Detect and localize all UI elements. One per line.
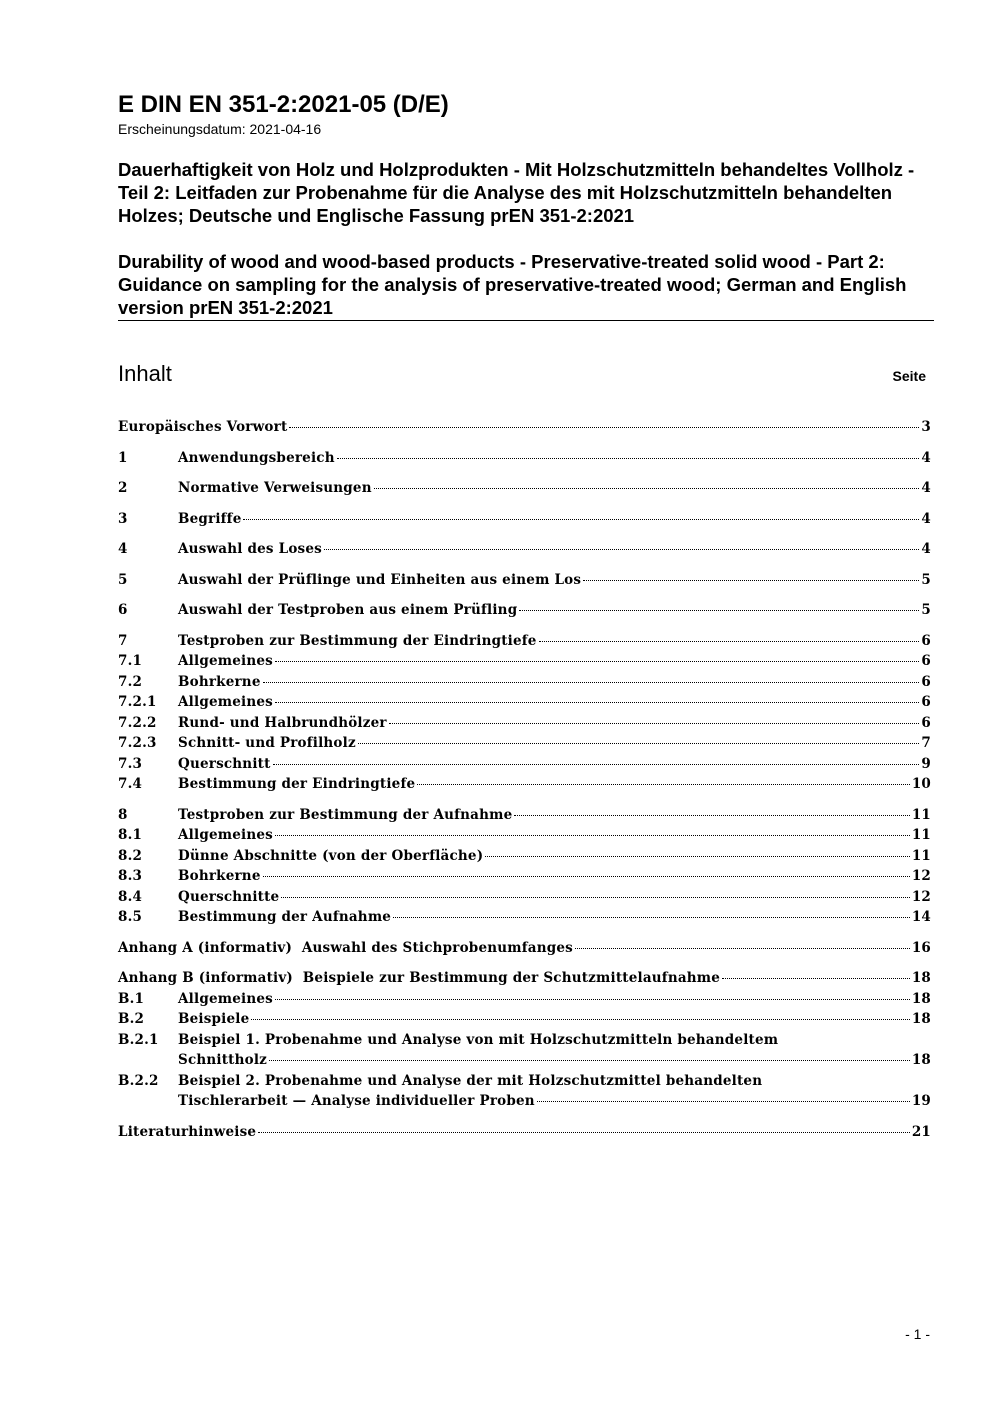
toc-leader xyxy=(514,815,909,816)
toc-leader xyxy=(263,876,910,877)
toc-entry[interactable] xyxy=(118,907,931,928)
toc-entry-page: 19 xyxy=(911,1093,931,1109)
toc-entry-page: 21 xyxy=(911,1123,931,1140)
toc-entry-number: 7.2.1 xyxy=(118,694,157,710)
toc-leader xyxy=(337,458,920,459)
toc-entry-page: 10 xyxy=(911,776,931,792)
toc-entry-number: 7.4 xyxy=(118,776,143,792)
toc-entry-number: 8.5 xyxy=(118,909,143,925)
toc-entry-number: 1 xyxy=(118,449,128,466)
toc-leader xyxy=(273,764,920,765)
toc-entry-continuation[interactable] xyxy=(118,1050,931,1071)
toc-entry-number: 8.4 xyxy=(118,888,143,905)
toc-entry-number: 7.1 xyxy=(118,653,143,669)
toc-leader xyxy=(539,641,920,642)
toc-entry-page: 12 xyxy=(911,888,931,905)
toc-entry[interactable] xyxy=(118,509,931,530)
toc-entry-title: Allgemeines xyxy=(178,827,273,843)
toc-entry-page: 11 xyxy=(911,806,931,823)
table-of-contents xyxy=(118,417,931,1142)
toc-entry-number: 7.2 xyxy=(118,673,143,690)
toc-entry[interactable] xyxy=(118,989,931,1010)
toc-leader xyxy=(269,1060,910,1061)
toc-entry-title: Anhang A (informativ) Auswahl des Stichprobenumfanges xyxy=(118,939,573,956)
toc-entry-title: Begriffe xyxy=(178,510,242,527)
toc-entry[interactable] xyxy=(118,692,931,713)
toc-entry-title: Literaturhinweise xyxy=(118,1123,257,1140)
toc-entry[interactable] xyxy=(118,651,931,672)
toc-entry-title: Bestimmung der Eindringtiefe xyxy=(178,776,416,792)
toc-entry-number: 8.3 xyxy=(118,868,143,884)
toc-leader xyxy=(485,856,910,857)
toc-entry-title: Normative Verweisungen xyxy=(178,480,372,496)
toc-page-column-label: Seite xyxy=(892,368,926,384)
toc-entry-title: Bestimmung der Aufnahme xyxy=(178,909,392,925)
toc-entry[interactable] xyxy=(118,866,931,887)
toc-leader xyxy=(281,897,909,898)
toc-leader xyxy=(275,835,910,836)
publication-date: Erscheinungsdatum: 2021-04-16 xyxy=(118,121,322,137)
toc-entry[interactable] xyxy=(118,938,931,959)
toc-entry-title: Auswahl der Testproben aus einem Prüfling xyxy=(178,602,518,618)
title-german: Dauerhaftigkeit von Holz und Holzprodukten - Mit Holzschutzmitteln behandeltes Vollholz - Teil 2: Leitfaden zur Probenahme für die Analyse des mit Holzschutzmitteln behandelten Holzes; Deutsche und Englische Fassung prEN 351-2:2021 xyxy=(118,159,915,226)
toc-entry[interactable] xyxy=(118,448,931,469)
toc-entry[interactable] xyxy=(118,631,931,652)
toc-entry-title: Europäisches Vorwort xyxy=(118,419,288,435)
toc-entry-page: 12 xyxy=(911,868,931,884)
toc-entry-page: 18 xyxy=(911,1052,931,1068)
toc-entry-number: 5 xyxy=(118,571,128,588)
toc-entry[interactable] xyxy=(118,846,931,867)
page-number: - 1 - xyxy=(905,1326,930,1342)
toc-leader xyxy=(289,427,919,428)
toc-entry[interactable] xyxy=(118,887,931,908)
toc-entry-number: 8.1 xyxy=(118,827,143,843)
toc-entry[interactable] xyxy=(118,570,931,591)
toc-entry[interactable] xyxy=(118,672,931,693)
toc-leader xyxy=(583,580,919,581)
toc-entry-number: 7.3 xyxy=(118,755,143,772)
toc-entry-title: Testproben zur Bestimmung der Aufnahme xyxy=(178,806,513,823)
document-id: E DIN EN 351-2:2021-05 (D/E) xyxy=(118,91,449,118)
toc-entry-title: Dünne Abschnitte (von der Oberfläche) xyxy=(178,847,484,864)
toc-entry-title: Auswahl des Loses xyxy=(178,541,322,557)
toc-entry-number: B.2.2 xyxy=(118,1072,159,1089)
toc-leader xyxy=(722,978,910,979)
toc-entry[interactable] xyxy=(118,754,931,775)
toc-entry-title: Querschnitte xyxy=(178,888,280,905)
toc-entry[interactable] xyxy=(118,539,931,560)
toc-entry-page: 18 xyxy=(911,1011,931,1027)
toc-leader xyxy=(258,1132,910,1133)
title-divider xyxy=(118,320,934,321)
toc-leader xyxy=(575,948,910,949)
toc-entry-title: Auswahl der Prüflinge und Einheiten aus einem Los xyxy=(178,571,582,588)
toc-entry-page: 3 xyxy=(921,419,931,435)
toc-entry-title: Anwendungsbereich xyxy=(178,449,335,466)
toc-entry-number: B.1 xyxy=(118,990,145,1007)
toc-entry-number: 8 xyxy=(118,806,128,823)
toc-leader xyxy=(324,549,919,550)
toc-leader xyxy=(374,488,920,489)
toc-entry-page: 6 xyxy=(921,632,931,649)
toc-entry-title: Anhang B (informativ) Beispiele zur Bestimmung der Schutzmittelaufnahme xyxy=(118,970,721,986)
toc-entry-page: 4 xyxy=(921,510,931,527)
toc-entry-title: Bohrkerne xyxy=(178,868,261,884)
toc-entry-title: Allgemeines xyxy=(178,694,273,710)
toc-entry-page: 18 xyxy=(911,990,931,1007)
toc-leader xyxy=(263,682,920,683)
toc-entry-title: Beispiel 2. Probenahme und Analyse der mit Holzschutzmittel behandelten xyxy=(178,1072,763,1089)
toc-entry-page: 4 xyxy=(921,449,931,466)
toc-entry-page: 11 xyxy=(911,847,931,864)
toc-entry-title: Allgemeines xyxy=(178,990,273,1007)
toc-entry-number: 6 xyxy=(118,602,128,618)
toc-leader xyxy=(275,661,919,662)
toc-entry-page: 16 xyxy=(911,939,931,956)
toc-entry-title: Rund- und Halbrundhölzer xyxy=(178,714,387,731)
toc-entry[interactable] xyxy=(118,1122,931,1143)
toc-entry-title: Beispiel 1. Probenahme und Analyse von mit Holzschutzmitteln behandeltem xyxy=(178,1031,779,1048)
toc-entry-title: Querschnitt xyxy=(178,755,271,772)
toc-entry[interactable] xyxy=(118,417,931,438)
toc-entry-number: 8.2 xyxy=(118,847,143,864)
toc-heading: Inhalt xyxy=(118,361,172,386)
toc-entry-page: 6 xyxy=(921,653,931,669)
toc-entry[interactable] xyxy=(118,774,931,795)
toc-entry-number: 2 xyxy=(118,480,128,496)
toc-entry-number: B.2.1 xyxy=(118,1031,159,1048)
toc-leader xyxy=(251,1019,909,1020)
toc-leader xyxy=(275,999,910,1000)
toc-entry-page: 5 xyxy=(921,602,931,618)
toc-entry-number: 3 xyxy=(118,510,128,527)
toc-leader xyxy=(417,784,910,785)
toc-entry-page: 6 xyxy=(921,714,931,731)
toc-entry[interactable] xyxy=(118,1030,931,1051)
toc-entry-page: 7 xyxy=(921,735,931,751)
toc-entry-number: 7.2.3 xyxy=(118,735,157,751)
toc-entry-page: 9 xyxy=(921,755,931,772)
toc-entry[interactable] xyxy=(118,478,931,499)
toc-leader xyxy=(519,610,919,611)
toc-entry[interactable] xyxy=(118,733,931,754)
toc-leader xyxy=(389,723,920,724)
toc-entry-number: 4 xyxy=(118,541,128,557)
toc-entry-page: 14 xyxy=(911,909,931,925)
toc-leader xyxy=(275,702,919,703)
toc-entry[interactable] xyxy=(118,600,931,621)
toc-entry-title: Testproben zur Bestimmung der Eindringtiefe xyxy=(178,632,537,649)
toc-leader xyxy=(358,743,920,744)
toc-entry-number: 7.2.2 xyxy=(118,714,157,731)
toc-entry-page: 6 xyxy=(921,694,931,710)
toc-entry[interactable] xyxy=(118,968,931,989)
toc-entry[interactable] xyxy=(118,1009,931,1030)
toc-entry-number: B.2 xyxy=(118,1011,145,1027)
title-english: Durability of wood and wood-based products - Preservative-treated solid wood - Part 2: Guidance on sampling for the analysis of preservative-treated wood; German and English version prEN 351-2:2021 xyxy=(118,251,907,318)
toc-entry[interactable] xyxy=(118,825,931,846)
toc-entry[interactable] xyxy=(118,713,931,734)
toc-entry-page: 18 xyxy=(911,970,931,986)
toc-entry-title: Beispiele xyxy=(178,1011,250,1027)
toc-entry-title-continuation: Schnittholz xyxy=(178,1052,268,1068)
toc-entry-title: Bohrkerne xyxy=(178,673,261,690)
toc-entry-page: 4 xyxy=(921,541,931,557)
toc-entry-page: 4 xyxy=(921,480,931,496)
toc-entry-continuation[interactable] xyxy=(118,1091,931,1112)
toc-entry-number: 7 xyxy=(118,632,128,649)
toc-entry[interactable] xyxy=(118,805,931,826)
toc-leader xyxy=(393,917,910,918)
toc-entry-title-continuation: Tischlerarbeit — Analyse individueller Proben xyxy=(178,1093,535,1109)
toc-entry[interactable] xyxy=(118,1071,931,1092)
toc-entry-page: 6 xyxy=(921,673,931,690)
toc-leader xyxy=(537,1101,910,1102)
toc-entry-page: 11 xyxy=(911,827,931,843)
toc-entry-page: 5 xyxy=(921,571,931,588)
toc-entry-title: Schnitt- und Profilholz xyxy=(178,735,356,751)
toc-entry-title: Allgemeines xyxy=(178,653,273,669)
toc-leader xyxy=(243,519,919,520)
